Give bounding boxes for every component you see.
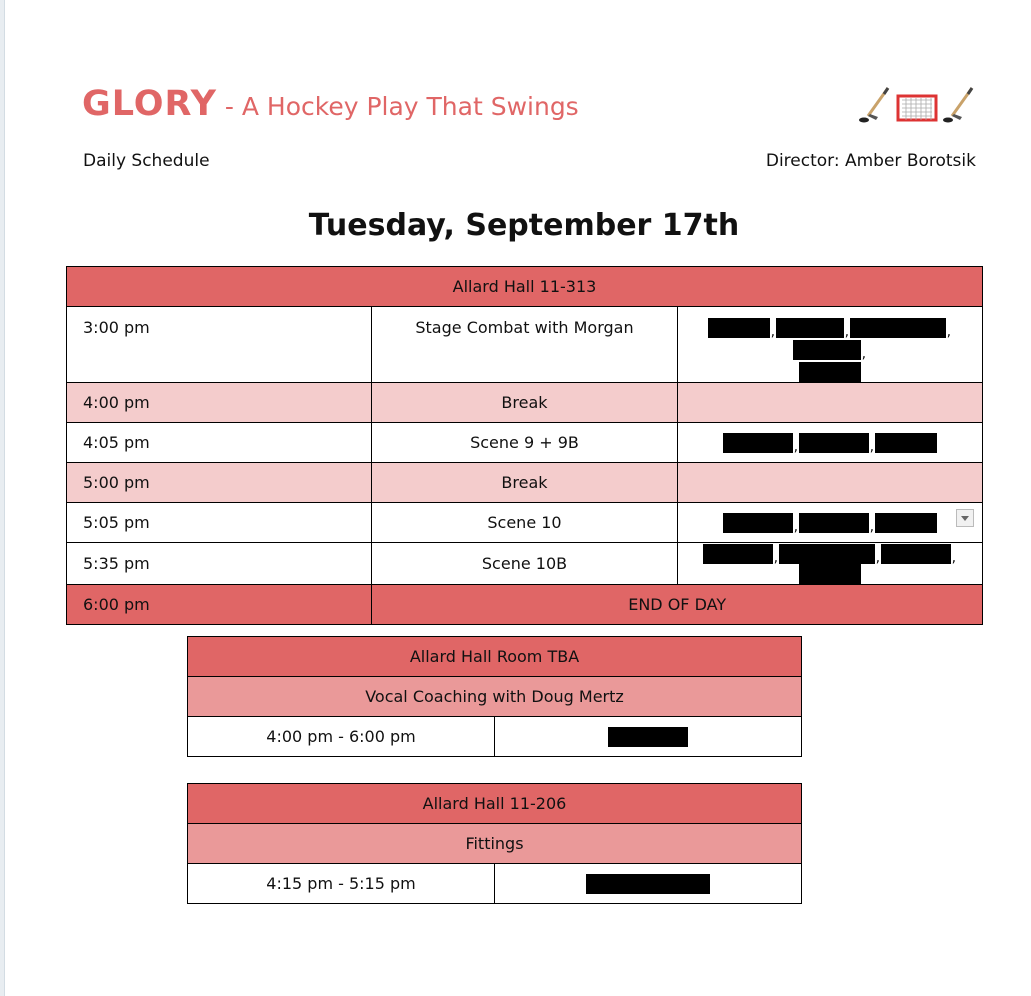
time-cell[interactable]: 6:00 pm [67,585,372,625]
main-schedule-table [66,266,983,625]
table-row [67,543,983,585]
table-row [67,463,983,503]
table-subheader-row [188,677,802,717]
goal-net-icon [898,96,936,120]
redacted-block [850,318,946,338]
activity-cell[interactable]: Vocal Coaching with Doug Mertz [188,677,802,717]
redacted-block [799,564,861,584]
time-cell[interactable]: 3:00 pm [67,307,372,383]
activity-cell[interactable]: Break [372,383,677,423]
dropdown-arrow-icon[interactable] [956,509,974,527]
fittings-table [187,783,802,904]
redacted-block [875,513,937,533]
cast-cell[interactable] [495,717,802,757]
time-cell[interactable]: 5:00 pm [67,463,372,503]
cast-cell[interactable]: , , ,, [677,307,982,383]
activity-cell[interactable]: Stage Combat with Morgan [372,307,677,383]
redacted-block [779,544,875,564]
redacted-block [723,433,793,453]
redacted-block [586,874,710,894]
time-cell[interactable]: 5:05 pm [67,503,372,543]
title-glory: GLORY [82,84,217,124]
redacted-block [723,513,793,533]
table-header-row [188,784,802,824]
table-row [67,503,983,543]
activity-cell[interactable]: Fittings [188,824,802,864]
redacted-block [875,433,937,453]
table-header-row [67,267,983,307]
activity-cell[interactable]: Scene 10B [372,543,677,585]
redacted-block [881,544,951,564]
table-row [188,717,802,757]
table-subheader-row [188,824,802,864]
table-row [67,423,983,463]
redacted-block [708,318,770,338]
page-title [82,84,579,124]
redacted-block [776,318,844,338]
time-cell[interactable]: 5:35 pm [67,543,372,585]
cast-cell[interactable]: , , [677,503,982,543]
hockey-stick-icon [943,88,972,123]
page-edge [0,0,5,996]
director-label: Director: Amber Borotsik [765,151,976,171]
activity-cell[interactable]: END OF DAY [372,585,983,625]
cast-cell[interactable]: , , , [677,543,982,585]
schedule-date: Tuesday, September 17th [308,208,740,243]
redacted-block [799,362,861,382]
cast-cell[interactable] [495,864,802,904]
time-cell[interactable]: 4:00 pm [67,383,372,423]
time-cell[interactable]: 4:05 pm [67,423,372,463]
location-cell[interactable]: Allard Hall 11-313 [67,267,983,307]
cast-cell[interactable] [677,383,982,423]
location-cell[interactable]: Allard Hall 11-206 [188,784,802,824]
redacted-block [608,727,688,747]
cast-cell[interactable] [677,463,982,503]
table-row [67,307,983,383]
redacted-block [799,433,869,453]
vocal-coaching-table [187,636,802,757]
activity-cell[interactable]: Scene 10 [372,503,677,543]
time-cell[interactable]: 4:00 pm - 6:00 pm [188,717,495,757]
location-cell[interactable]: Allard Hall Room TBA [188,637,802,677]
hockey-emoji-group [858,86,976,126]
hockey-stick-icon [859,88,888,123]
time-cell[interactable]: 4:15 pm - 5:15 pm [188,864,495,904]
table-row [67,383,983,423]
table-row-end [67,585,983,625]
redacted-block [703,544,773,564]
table-row [188,864,802,904]
redacted-block [799,513,869,533]
activity-cell[interactable]: Break [372,463,677,503]
daily-schedule-label: Daily Schedule [83,151,210,171]
redacted-block [793,340,861,360]
table-header-row [188,637,802,677]
cast-cell[interactable]: , , [677,423,982,463]
activity-cell[interactable]: Scene 9 + 9B [372,423,677,463]
title-subtitle: - A Hockey Play That Swings [224,92,579,121]
